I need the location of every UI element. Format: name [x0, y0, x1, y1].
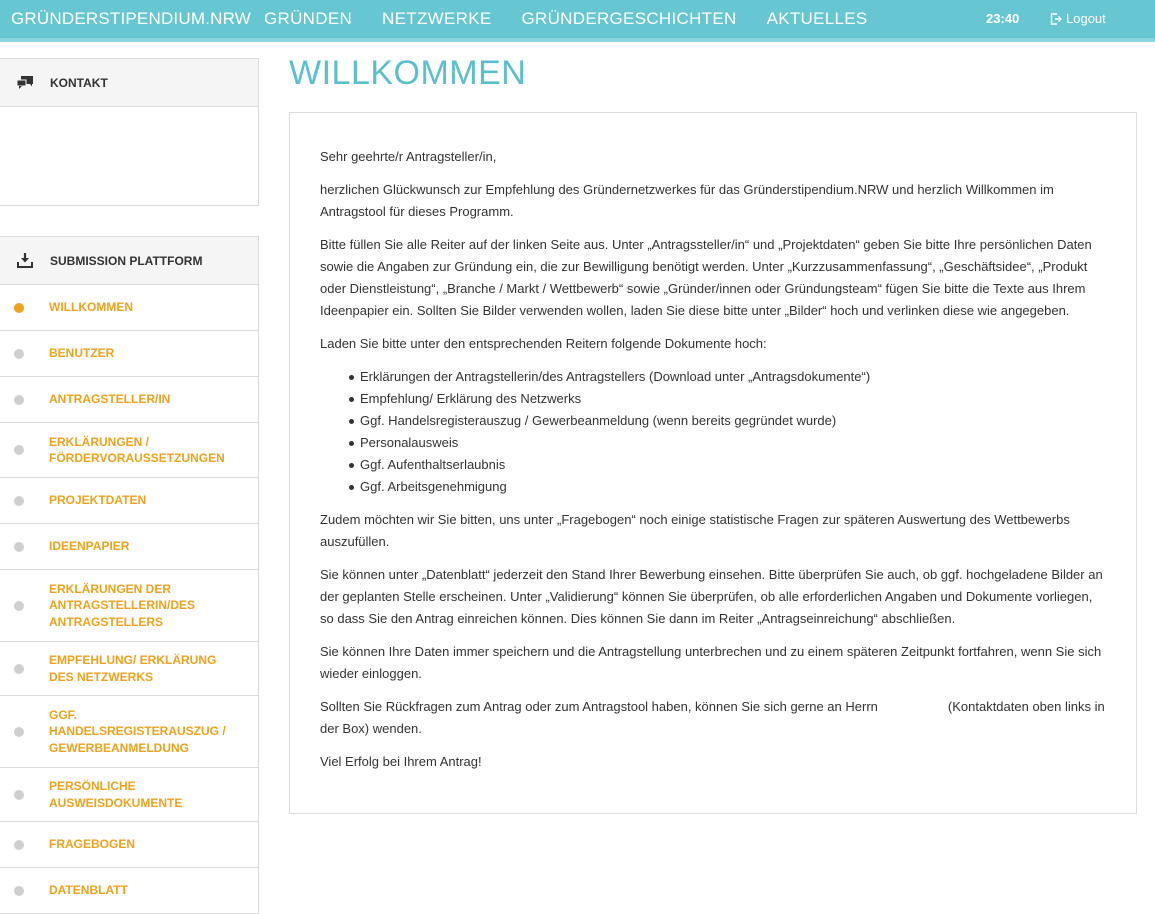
- sidebar-item-datenblatt[interactable]: [0, 868, 258, 914]
- contact-text-end: (Kontaktdaten oben links in der Box) wenden.: [320, 699, 1105, 736]
- status-dot-icon: [14, 542, 24, 552]
- sidebar-item-label: ERKLÄRUNGEN / FÖRDERVORAUSSETZUNGEN: [49, 434, 225, 465]
- list-item: Empfehlung/ Erklärung des Netzwerks: [346, 388, 1106, 410]
- save-paragraph: Sie können Ihre Daten immer speichern und die Antragstellung unterbrechen und zu einem späteren Zeitpunkt fortfahren, wenn Sie sich wieder einloggen.: [320, 644, 1102, 681]
- sidebar-item-label: ANTRAGSTELLER/IN: [49, 392, 171, 407]
- top-navbar: [0, 0, 1155, 42]
- submission-box-header: [0, 237, 258, 285]
- sidebar-item-label: WILLKOMMEN: [49, 300, 133, 315]
- sidebar-item-ausweisdokumente[interactable]: [0, 768, 258, 822]
- sidebar-item-projektdaten[interactable]: [0, 478, 258, 524]
- status-dot-icon: [14, 395, 24, 405]
- status-dot-icon: [14, 303, 24, 313]
- sidebar-item-erklaerungen-antragsteller[interactable]: [0, 570, 258, 642]
- list-item: Ggf. Aufenthaltserlaubnis: [346, 454, 1106, 476]
- status-dot-icon: [14, 727, 24, 737]
- sidebar-item-label: ERKLÄRUNGEN DER ANTRAGSTELLERIN/DES ANTRAGSTELLERS: [49, 581, 196, 629]
- download-icon: [17, 253, 33, 268]
- page-title: WILLKOMMEN: [289, 54, 527, 92]
- status-dot-icon: [14, 664, 24, 674]
- submission-box-title: SUBMISSION PLATTFORM: [50, 253, 203, 268]
- sidebar-item-label: BENUTZER: [49, 346, 115, 361]
- list-item: Personalausweis: [346, 432, 1106, 454]
- sidebar-item-label: PROJEKTDATEN: [49, 493, 147, 508]
- status-dot-icon: [14, 601, 24, 611]
- sidebar-item-ideenpapier[interactable]: [0, 524, 258, 570]
- sidebar-item-willkommen[interactable]: [0, 285, 258, 331]
- sidebar-item-label: DATENBLATT: [49, 883, 128, 898]
- sidebar-item-label: GGF. HANDELSREGISTERAUSZUG / GEWERBEANMELDUNG: [49, 707, 226, 755]
- logout-button[interactable]: [1050, 11, 1106, 26]
- sidebar-item-label: FRAGEBOGEN: [49, 837, 136, 852]
- status-dot-icon: [14, 886, 24, 896]
- nav-gruendergeschichten[interactable]: GRÜNDERGESCHICHTEN: [521, 9, 737, 28]
- sidebar-item-fragebogen[interactable]: [0, 822, 258, 868]
- status-dot-icon: [14, 496, 24, 506]
- sidebar-item-label: IDEENPAPIER: [49, 539, 130, 554]
- contact-paragraph: [320, 696, 1106, 740]
- contact-text-start: Sollten Sie Rückfragen zum Antrag oder zum Antragstool haben, können Sie sich gerne an Herrn: [320, 699, 878, 714]
- brand-logo[interactable]: GRÜNDERSTIPENDIUM.NRW: [11, 9, 252, 28]
- intro-paragraph: herzlichen Glückwunsch zur Empfehlung des Gründernetzwerkes für das Gründerstipendium.NRW und herzlich Willkommen im Antragstool für dieses Programm.: [320, 182, 1054, 219]
- chat-icon: [17, 76, 34, 90]
- status-dot-icon: [14, 349, 24, 359]
- list-item: Erklärungen der Antragstellerin/des Antragstellers (Download unter „Antragsdokumente“): [346, 366, 1106, 388]
- sidebar-item-handelsregisterauszug[interactable]: [0, 696, 258, 768]
- questionnaire-paragraph: Zudem möchten wir Sie bitten, uns unter „Fragebogen“ noch einige statistische Fragen zur späteren Auswertung des Wettbewerbs auszufüllen.: [320, 512, 1070, 549]
- sidebar-item-antragsteller[interactable]: [0, 377, 258, 423]
- documents-list: [346, 366, 1106, 498]
- sidebar-item-empfehlung-netzwerk[interactable]: [0, 642, 258, 696]
- list-item: Ggf. Handelsregisterauszug / Gewerbeanmeldung (wenn bereits gegründet wurde): [346, 410, 1106, 432]
- status-dot-icon: [14, 840, 24, 850]
- main-nav: [264, 9, 898, 29]
- logout-icon: [1050, 13, 1062, 25]
- contact-box-header: [0, 59, 258, 107]
- welcome-panel: [289, 112, 1137, 814]
- datasheet-paragraph: Sie können unter „Datenblatt“ jederzeit den Stand Ihrer Bewerbung einsehen. Bitte überprüfen Sie auch, ob ggf. hochgeladene Bilder an der geplanten Stelle erscheinen. Unter „Validierung“ können Sie überprüfen, ob alle erforderlichen Angaben und Dokumente vorliegen, so dass Sie den Antrag einreichen können. Dies können Sie dann im Reiter „Antragseinreichung“ abschließen.: [320, 567, 1103, 626]
- nav-aktuelles[interactable]: AKTUELLES: [766, 9, 868, 28]
- nav-netzwerke[interactable]: NETZWERKE: [382, 9, 492, 28]
- instructions-paragraph: Bitte füllen Sie alle Reiter auf der linken Seite aus. Unter „Antragssteller/in“ und „Projektdaten“ geben Sie bitte Ihre persönlichen Daten sowie die Angaben zur Gründung ein, die zur Bewilligung benötigt werden. Unter „Kurzzusammenfassung“, „Geschäftsidee“, „Produkt oder Dienstleistung“, „Branche / Markt / Wettbewerb“ sowie „Gründer/innen oder Gründungsteam“ fügen Sie bitte die Texte aus Ihrem Ideenpapier ein. Sollten Sie Bilder verwenden wollen, laden Sie diese bitte unter „Bilder“ hoch und verlinken diese wie angegeben.: [320, 237, 1092, 318]
- contact-box: [0, 58, 259, 206]
- sidebar-item-label: PERSÖNLICHE AUSWEISDOKUMENTE: [49, 779, 183, 810]
- sidebar: [0, 58, 259, 914]
- status-dot-icon: [14, 790, 24, 800]
- status-dot-icon: [14, 445, 24, 455]
- sidebar-item-label: EMPFEHLUNG/ ERKLÄRUNG DES NETZWERKS: [49, 653, 217, 684]
- logout-label: Logout: [1066, 11, 1106, 26]
- session-timer: 23:40: [986, 11, 1020, 26]
- sidebar-item-benutzer[interactable]: [0, 331, 258, 377]
- list-item: Ggf. Arbeitsgenehmigung: [346, 476, 1106, 498]
- greeting-text: Sehr geehrte/r Antragsteller/in,: [320, 149, 497, 164]
- closing-text: Viel Erfolg bei Ihrem Antrag!: [320, 754, 482, 769]
- nav-gruenden[interactable]: GRÜNDEN: [264, 9, 353, 28]
- submission-box: [0, 236, 259, 914]
- sidebar-item-erklaerungen-foerdervoraussetzungen[interactable]: [0, 423, 258, 478]
- contact-box-title: KONTAKT: [50, 75, 108, 90]
- documents-intro: Laden Sie bitte unter den entsprechenden Reitern folgende Dokumente hoch:: [320, 336, 767, 351]
